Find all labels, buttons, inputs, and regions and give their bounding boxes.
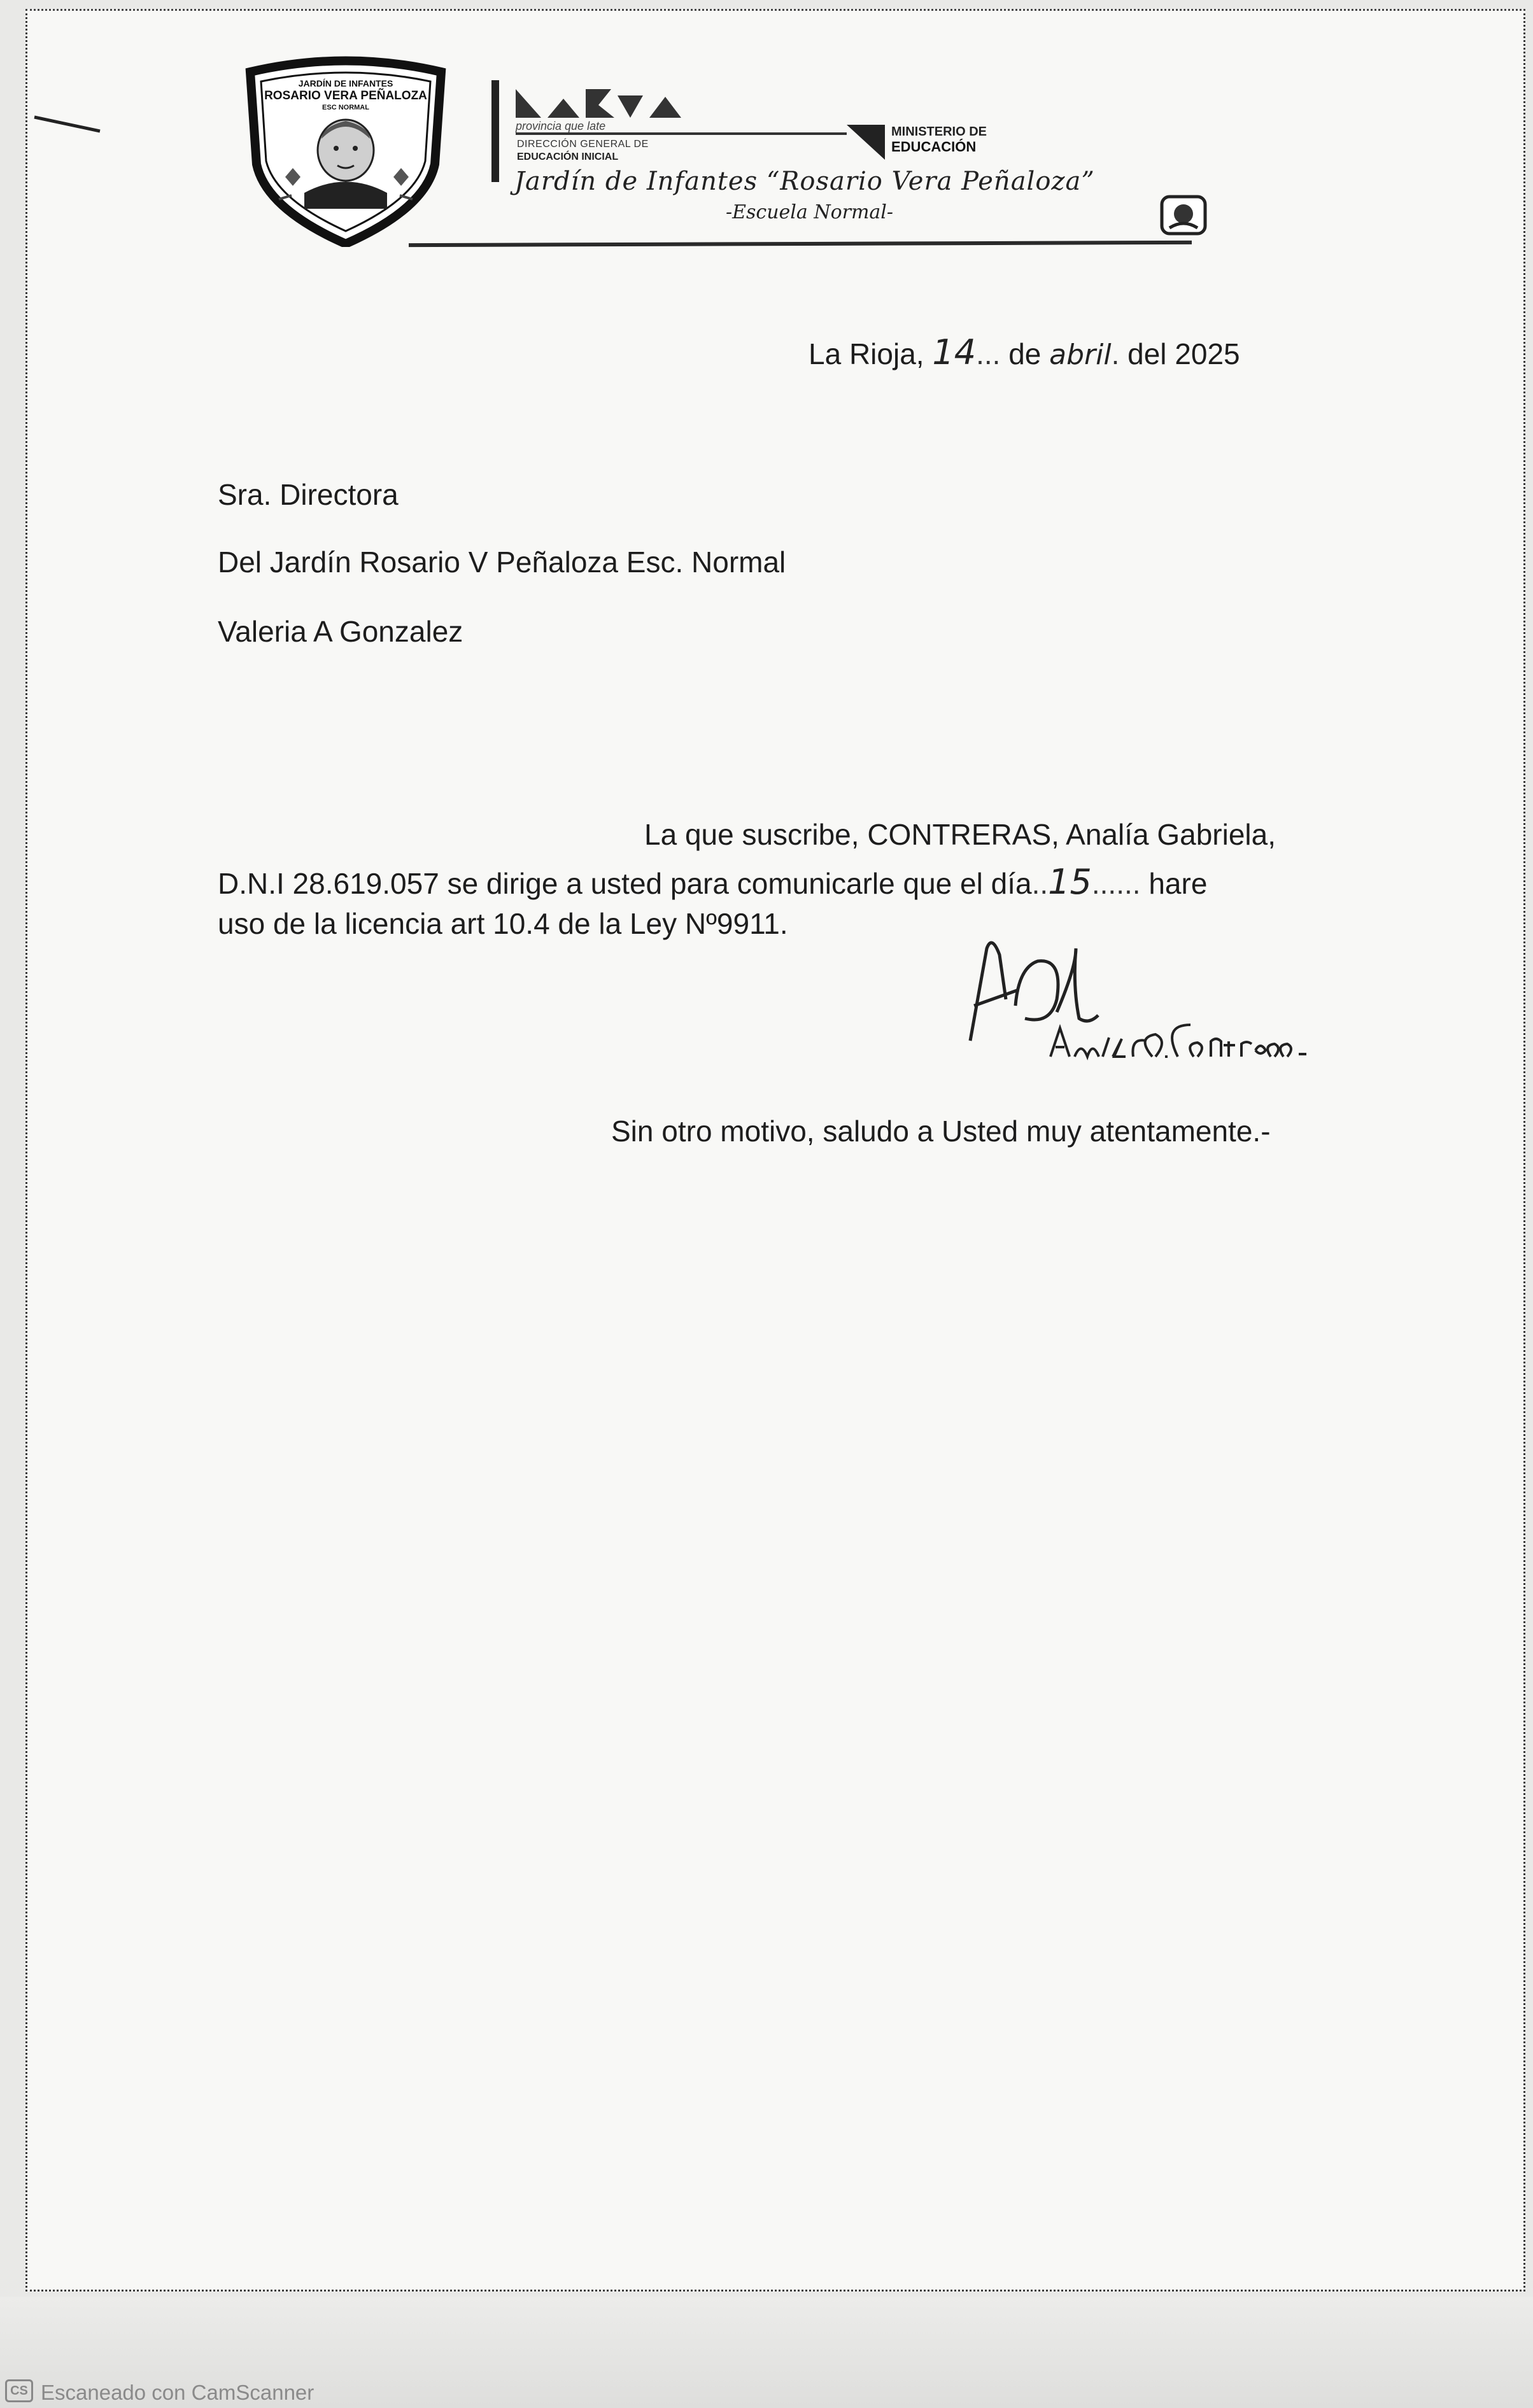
svg-text:ROSARIO VERA PEÑALOZA: ROSARIO VERA PEÑALOZA <box>264 89 427 102</box>
ministerio-line1: MINISTERIO DE <box>891 125 987 139</box>
date-del: del <box>1127 337 1167 370</box>
date-year: 2025 <box>1175 337 1240 370</box>
date-month-dots: . <box>1111 337 1120 370</box>
recipient-line2: Del Jardín Rosario V Peñaloza Esc. Normal <box>218 546 786 579</box>
recipient-line1: Sra. Directora <box>218 478 399 511</box>
body-line3: uso de la licencia art 10.4 de la Ley Nº9911. <box>218 907 788 940</box>
document-page <box>25 9 1525 2292</box>
svg-text:ESC NORMAL: ESC NORMAL <box>322 104 369 111</box>
date-de: de <box>1008 337 1042 370</box>
brand-tagline: provincia que late <box>516 120 606 132</box>
letterhead-rule <box>516 132 847 135</box>
emblem-icon <box>1160 195 1207 236</box>
recipient-line3: Valeria A Gonzalez <box>218 615 463 648</box>
body-line2-prefix: D.N.I 28.619.057 se dirige a usted para comunicarle que el día <box>218 867 1032 900</box>
school-subtitle: -Escuela Normal- <box>726 201 894 223</box>
date-day-dots: ... <box>976 337 1001 370</box>
handwritten-signature <box>961 929 1407 1082</box>
body-line2-suffix: hare <box>1148 867 1208 900</box>
body-day-handwritten: 15 <box>1048 862 1092 902</box>
body-line2 <box>218 862 1207 902</box>
body-dots-before: .. <box>1031 867 1049 900</box>
date-month-handwritten: abril <box>1049 339 1112 371</box>
la-rioja-logo <box>516 83 707 121</box>
ministerio-line2: EDUCACIÓN <box>891 139 977 155</box>
letterhead <box>484 75 1216 253</box>
dateline <box>809 332 1240 372</box>
school-name: Jardín de Infantes “Rosario Vera Peñaloza” <box>514 167 1095 196</box>
camscanner-text: Escaneado con CamScanner <box>41 2381 314 2404</box>
direccion-line1: DIRECCIÓN GENERAL DE <box>517 139 649 150</box>
body-line1: La que suscribe, CONTRERAS, Analía Gabriela, <box>644 818 1276 851</box>
margin-mark <box>33 112 103 137</box>
direccion-line2: EDUCACIÓN INICIAL <box>517 151 619 162</box>
camscanner-logo: CS <box>5 2379 33 2402</box>
body-dots-after: ...... <box>1091 867 1141 900</box>
closing-line: Sin otro motivo, saludo a Usted muy atentamente.- <box>611 1115 1271 1148</box>
date-day-handwritten: 14 <box>932 332 977 372</box>
date-city: La Rioja, <box>809 337 924 370</box>
school-shield-logo <box>241 56 451 247</box>
letterhead-bar <box>491 80 499 182</box>
ministerio-flag-icon <box>847 125 885 160</box>
svg-text:JARDÍN DE INFANTES: JARDÍN DE INFANTES <box>298 78 393 88</box>
